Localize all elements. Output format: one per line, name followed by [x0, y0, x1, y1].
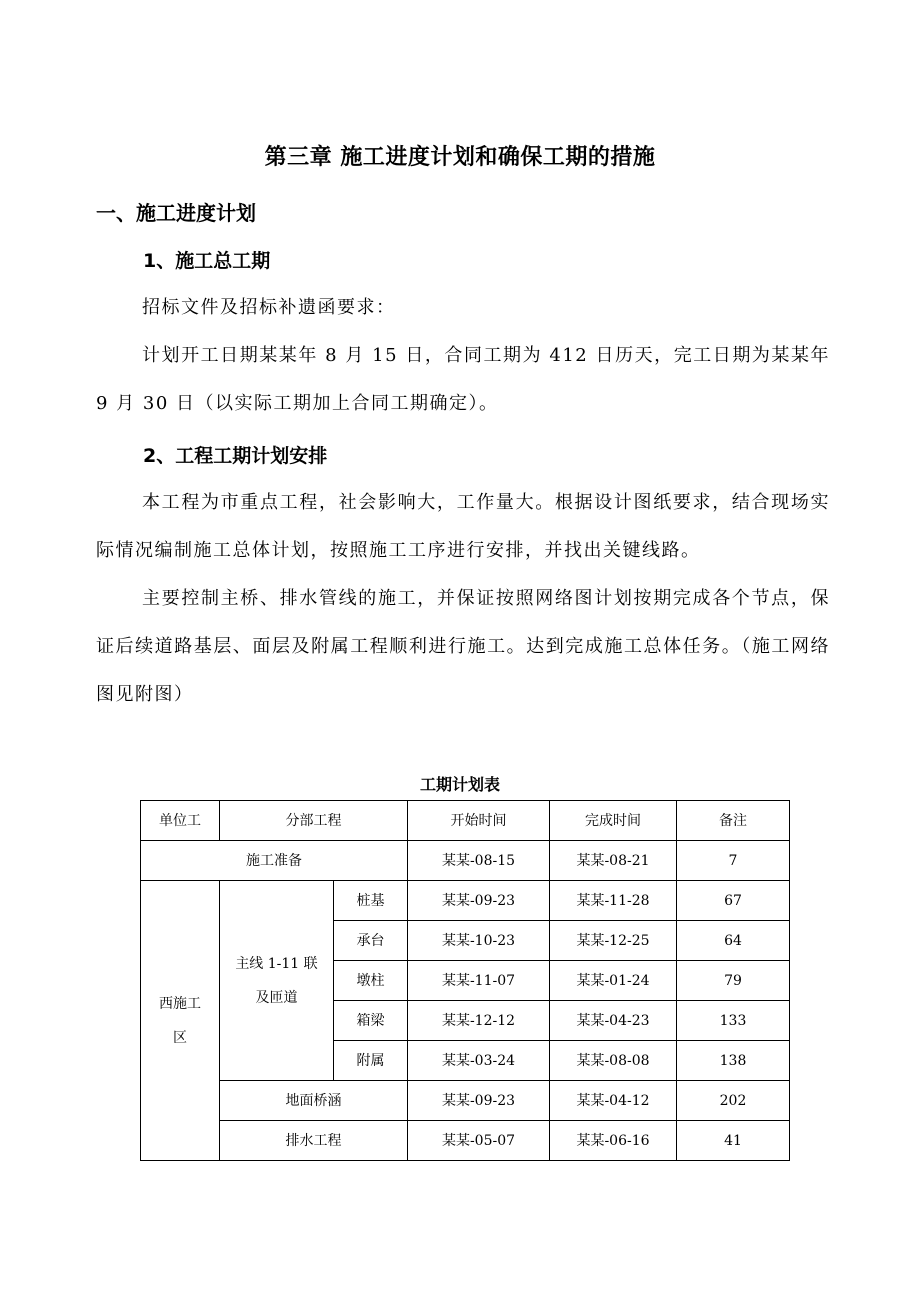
- item-start: 某某-10-23: [408, 921, 550, 961]
- header-division: 分部工程: [220, 801, 408, 841]
- item-remark: 79: [677, 961, 790, 1001]
- item-finish: 某某-01-24: [550, 961, 677, 1001]
- subheading-schedule-arrangement: 2、工程工期计划安排: [143, 445, 328, 467]
- header-finish: 完成时间: [550, 801, 677, 841]
- west-zone-label-line2: 区: [173, 1029, 187, 1046]
- table-row: [141, 881, 790, 921]
- prep-start: 某某-08-15: [408, 841, 550, 881]
- table-header-row: [141, 801, 790, 841]
- item-name: 桩基: [334, 881, 408, 921]
- mainline-label-line1: 主线 1-11 联: [235, 955, 318, 972]
- item-start: 某某-11-07: [408, 961, 550, 1001]
- item-name: 墩柱: [334, 961, 408, 1001]
- paragraph-start-date: 计划开工日期某某年 8 月 15 日，合同工期为 412 日历天，完工日期为某某年 9 月 30 日（以实际工期加上合同工期确定）。: [96, 345, 830, 414]
- item-name: 附属: [334, 1041, 408, 1081]
- item-remark: 67: [677, 881, 790, 921]
- west-zone-label: [141, 881, 220, 1161]
- item-finish: 某某-11-28: [550, 881, 677, 921]
- paragraph-project-overview: 本工程为市重点工程，社会影响大，工作量大。根据设计图纸要求，结合现场实际情况编制施工总体计划，按照施工工序进行安排，并找出关键线路。: [96, 492, 830, 561]
- prep-finish: 某某-08-21: [550, 841, 677, 881]
- item-start: 某某-03-24: [408, 1041, 550, 1081]
- item-remark: 133: [677, 1001, 790, 1041]
- mainline-label: [220, 881, 334, 1081]
- item-finish: 某某-12-25: [550, 921, 677, 961]
- item-name: 箱梁: [334, 1001, 408, 1041]
- item-finish: 某某-08-08: [550, 1041, 677, 1081]
- culvert-finish: 某某-04-12: [550, 1081, 677, 1121]
- culvert-name: 地面桥涵: [220, 1081, 408, 1121]
- table-caption: 工期计划表: [419, 775, 500, 794]
- culvert-start: 某某-09-23: [408, 1081, 550, 1121]
- header-unit: 单位工: [141, 801, 220, 841]
- subheading-total-duration: 1、施工总工期: [143, 250, 271, 272]
- prep-remark: 7: [677, 841, 790, 881]
- drainage-remark: 41: [677, 1121, 790, 1161]
- item-name: 承台: [334, 921, 408, 961]
- drainage-name: 排水工程: [220, 1121, 408, 1161]
- west-zone-label-line1: 西施工: [159, 995, 201, 1012]
- paragraph-tender-requirement: 招标文件及招标补遗函要求：: [142, 297, 396, 318]
- item-start: 某某-09-23: [408, 881, 550, 921]
- item-remark: 64: [677, 921, 790, 961]
- prep-name: 施工准备: [141, 841, 408, 881]
- schedule-table: [140, 800, 790, 1161]
- header-remark: 备注: [677, 801, 790, 841]
- drainage-start: 某某-05-07: [408, 1121, 550, 1161]
- header-start: 开始时间: [408, 801, 550, 841]
- table-row: [141, 1121, 790, 1161]
- paragraph-control-points: 主要控制主桥、排水管线的施工，并保证按照网络图计划按期完成各个节点，保证后续道路基层、面层及附属工程顺利进行施工。达到完成施工总体任务。（施工网络图见附图）: [96, 588, 830, 705]
- culvert-remark: 202: [677, 1081, 790, 1121]
- mainline-label-line2: 及匝道: [255, 989, 298, 1006]
- drainage-finish: 某某-06-16: [550, 1121, 677, 1161]
- item-remark: 138: [677, 1041, 790, 1081]
- section-heading-schedule: 一、施工进度计划: [96, 201, 256, 225]
- item-start: 某某-12-12: [408, 1001, 550, 1041]
- item-finish: 某某-04-23: [550, 1001, 677, 1041]
- page-title: 第三章 施工进度计划和确保工期的措施: [264, 145, 656, 170]
- table-row: [141, 841, 790, 881]
- table-row: [141, 1081, 790, 1121]
